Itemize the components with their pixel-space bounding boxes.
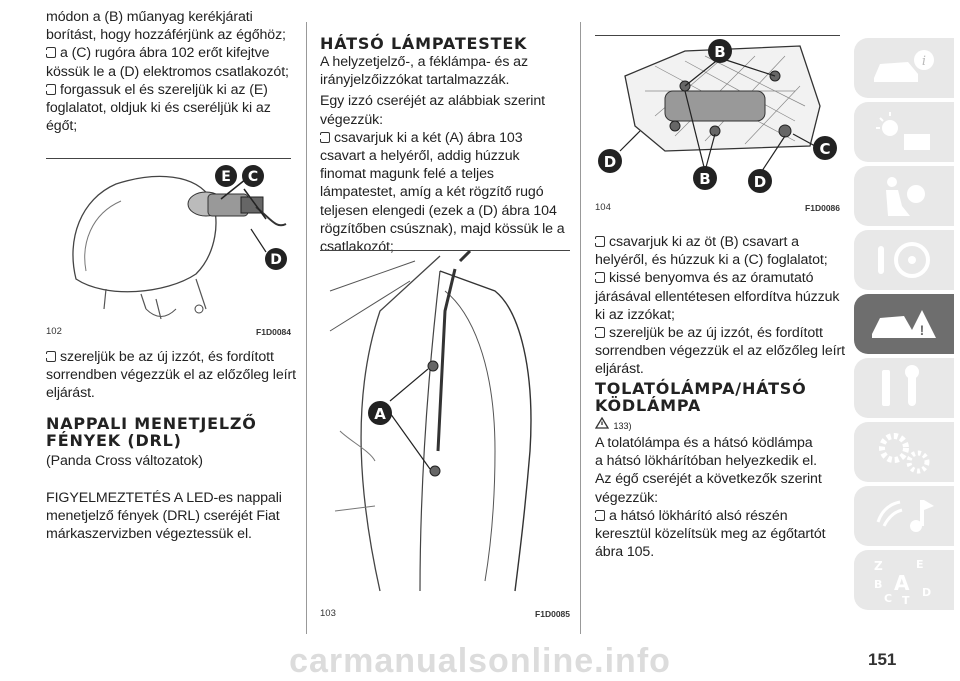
bullet-icon	[46, 351, 56, 362]
svg-text:B: B	[699, 170, 711, 188]
svg-text:D: D	[270, 252, 282, 268]
callout-b-top	[708, 39, 732, 63]
svg-text:C: C	[247, 169, 259, 185]
svg-text:D: D	[753, 173, 767, 191]
text-block-3: A helyzetjelző-, a féklámpa- és az irányjelzőizzókat tartalmazzák. Egy izzó cseréjét az alábbiak szerint végezzük: csavarjuk ki a két (A) ábra 103 csavart a helyéről, addig húzzuk finomat magunk felé a teljes lámpatestet, amíg a két rögzítő rugó teljesen elengedi (ezek a (D) ábra 104 rögzítőben csúsznak), majd kössük le a csatlakozót;	[320, 54, 565, 256]
tab-technical-data[interactable]	[854, 422, 954, 482]
tab-safety[interactable]	[854, 166, 954, 226]
bullet-icon	[595, 510, 605, 521]
page-number: 151	[868, 650, 897, 669]
callout-c	[242, 165, 264, 187]
tab-multimedia[interactable]	[854, 486, 954, 546]
callout-d	[265, 248, 287, 270]
svg-text:!: !	[919, 322, 925, 338]
callout-b-bottom	[693, 166, 717, 190]
rear-lamp-illustration	[320, 251, 570, 599]
tab-index[interactable]	[854, 550, 954, 610]
alphabet-index-icon	[868, 556, 940, 604]
svg-text:B: B	[714, 43, 726, 61]
figure-104	[595, 35, 840, 216]
warning-text: FIGYELMEZTETÉS A LED-es nappali menetjelző fények (DRL) cseréjét Fiat márkaszervizben végeztessük el.	[46, 490, 282, 543]
wrench-icon	[868, 364, 940, 412]
airbag-seat-icon	[868, 172, 940, 220]
headlight-illustration	[46, 159, 291, 324]
watermark: carmanualsonline.info	[289, 642, 671, 680]
callout-a	[368, 401, 392, 425]
tab-emergency[interactable]	[854, 294, 954, 354]
svg-text:E: E	[221, 169, 231, 185]
figure-code: F1D0086	[805, 203, 840, 213]
subtitle: (Panda Cross változatok)	[46, 453, 203, 469]
bullet-icon	[595, 272, 605, 283]
svg-text:D: D	[922, 586, 932, 599]
bullet-icon	[595, 327, 605, 338]
multimedia-icon	[868, 492, 940, 540]
bullet-icon	[320, 132, 330, 143]
tab-lights-warnings[interactable]	[854, 102, 954, 162]
gears-icon	[868, 428, 940, 476]
bullet-icon	[595, 236, 605, 247]
chapter-tabs	[848, 38, 960, 614]
car-warning-icon	[868, 300, 940, 348]
callout-e	[215, 165, 237, 187]
section-heading-rear-lamps: HÁTSÓ LÁMPATESTEK	[320, 34, 528, 53]
svg-text:E: E	[916, 558, 924, 571]
svg-text:C: C	[884, 592, 893, 604]
svg-text:C: C	[819, 140, 831, 158]
section-heading-reversing-lamp: TOLATÓLÁMPA/HÁTSÓ KÖDLÁMPA	[595, 379, 807, 415]
lights-message-icon	[868, 108, 940, 156]
callout-d-right	[748, 169, 772, 193]
callout-d-left	[598, 149, 622, 173]
svg-text:A: A	[894, 571, 910, 595]
svg-text:T: T	[902, 594, 910, 604]
svg-text:D: D	[603, 153, 617, 171]
figure-102	[46, 158, 291, 339]
lamp-holder-illustration	[595, 36, 840, 194]
warning-reference: 133)	[595, 416, 631, 434]
figure-number: 104	[595, 202, 611, 213]
tab-car-info[interactable]	[854, 38, 954, 98]
svg-text:A: A	[374, 405, 386, 423]
figure-number: 103	[320, 608, 336, 619]
svg-text:Z: Z	[874, 559, 883, 573]
bullet-icon	[46, 47, 56, 58]
figure-code: F1D0085	[535, 609, 570, 619]
warning-triangle-icon	[595, 417, 609, 429]
figure-number: 102	[46, 326, 62, 337]
svg-text:B: B	[874, 578, 883, 591]
text-block-1: módon a (B) műanyag kerékjárati borítást, hogy hozzáférjünk az égőhöz; a (C) rugóra ábra 102 erőt kifejtve kössük le a (D) elektromos csatlakozót; forgassuk el és szereljük ki az (E) foglalatot, oldjuk ki és cseréljük ki az égőt;	[46, 9, 289, 135]
text-block-4: csavarjuk ki az öt (B) csavart a helyéről, és húzzuk ki a (C) foglalatot; kissé benyomva és az óramutató járásával ellentétesen elfordítva húzzuk ki az izzókat; szereljük be az új izzót, és fordított sorrendben végezzük el az előzőleg leírt eljárást.	[595, 234, 845, 378]
text-block-2: szereljük be az új izzót, és fordított sorrendben végezzük el az előzőleg leírt eljárást.	[46, 349, 296, 402]
column-divider	[580, 22, 581, 634]
column-divider	[306, 22, 307, 634]
text-block-5: A tolatólámpa és a hátsó ködlámpa a hátsó lökhárítóban helyezkedik el. Az égő cseréjét a következők szerint végezzük: a hátsó lökhárító alsó részén keresztül közelítsük meg az égőtartót ábra 105.	[595, 435, 826, 561]
tab-starting-driving[interactable]	[854, 230, 954, 290]
svg-text:i: i	[921, 54, 927, 69]
figure-code: F1D0084	[256, 327, 291, 337]
steering-wheel-icon	[868, 236, 940, 284]
bullet-icon	[46, 84, 56, 95]
figure-103	[320, 250, 570, 621]
callout-c	[813, 136, 837, 160]
car-info-icon	[868, 44, 940, 92]
tab-maintenance[interactable]	[854, 358, 954, 418]
section-heading-drl: NAPPALI MENETJELZŐ FÉNYEK (DRL)	[46, 414, 257, 450]
